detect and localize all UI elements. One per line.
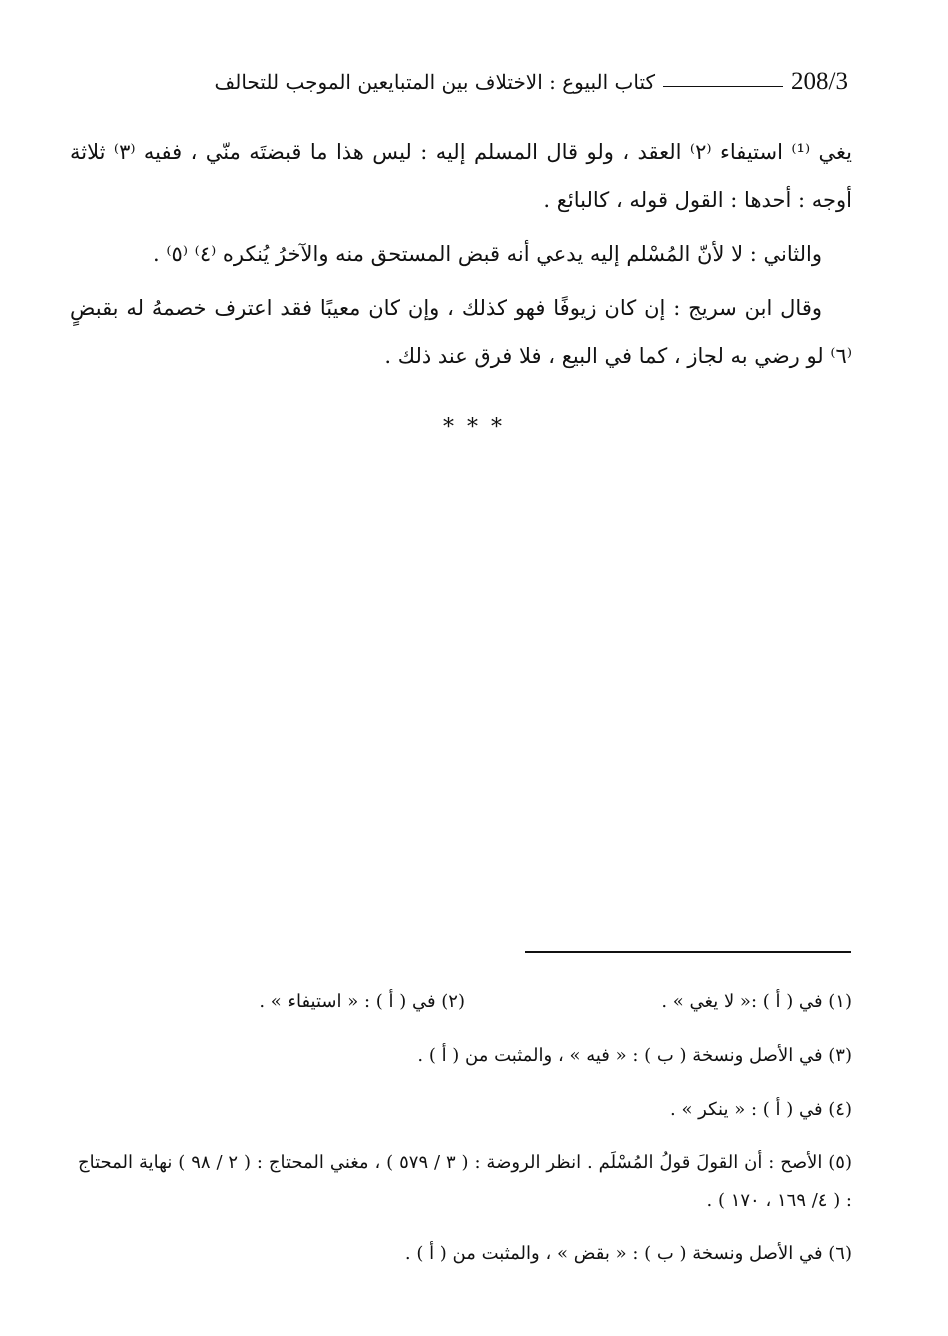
footnote-rule bbox=[525, 951, 851, 953]
footnote-row bbox=[78, 982, 852, 1022]
footnote-6: (٦) في الأصل ونسخة ( ب ) : « بقض » ، والمثبت من ( أ ) . bbox=[404, 1243, 852, 1264]
footnote-4: (٤) في ( أ ) : « ينكر » . bbox=[670, 1099, 852, 1120]
main-text bbox=[70, 128, 852, 386]
running-title: كتاب البيوع : الاختلاف بين المتبايعين الموجب للتحالف bbox=[214, 70, 656, 94]
footnote-3: (٣) في الأصل ونسخة ( ب ) : « فيه » ، والمثبت من ( أ ) . bbox=[417, 1045, 852, 1066]
footnote-1: (١) في ( أ ) :« لا يغي » . bbox=[661, 991, 852, 1012]
footnotes bbox=[78, 982, 852, 1288]
header-rule bbox=[663, 86, 783, 87]
body-paragraph-1: يغي ⁽¹⁾ استيفاء ⁽٢⁾ العقد ، ولو قال المسلم إليه : ليس هذا ما قبضتَه منّي ، ففيه ⁽٣⁾ ثلاثة أوجه : أحدها : القول قوله ، كالبائع . bbox=[70, 140, 853, 212]
footnote-2: (٢) في ( أ ) : « استيفاء » . bbox=[259, 991, 465, 1012]
body-paragraph-2: والثاني : لا لأنّ المُسْلم إليه يدعي أنه قبض المستحق منه والآخرُ يُنكره ⁽٤⁾ ⁽٥⁾ . bbox=[153, 242, 822, 266]
section-separator: * * * bbox=[443, 415, 505, 440]
page-number: 208/3 bbox=[791, 68, 848, 95]
running-header bbox=[78, 62, 848, 102]
footnote-5: (٥) الأصح : أن القولَ قولُ المُسْلَم . انظر الروضة : ( ٣ / ٥٧٩ ) ، مغني المحتاج : ( ٢ / ٩٨ ) نهاية المحتاج : ( ٤/ ١٦٩ ، ١٧٠ ) . bbox=[78, 1152, 852, 1211]
body-paragraph-3: وقال ابن سريج : إن كان زيوفًا فهو كذلك ، وإن كان معيبًا فقد اعترف خصمهُ له بقبضٍ ⁽٦⁾ لو رضي به لجاز ، كما في البيع ، فلا فرق عند ذلك . bbox=[70, 296, 852, 368]
